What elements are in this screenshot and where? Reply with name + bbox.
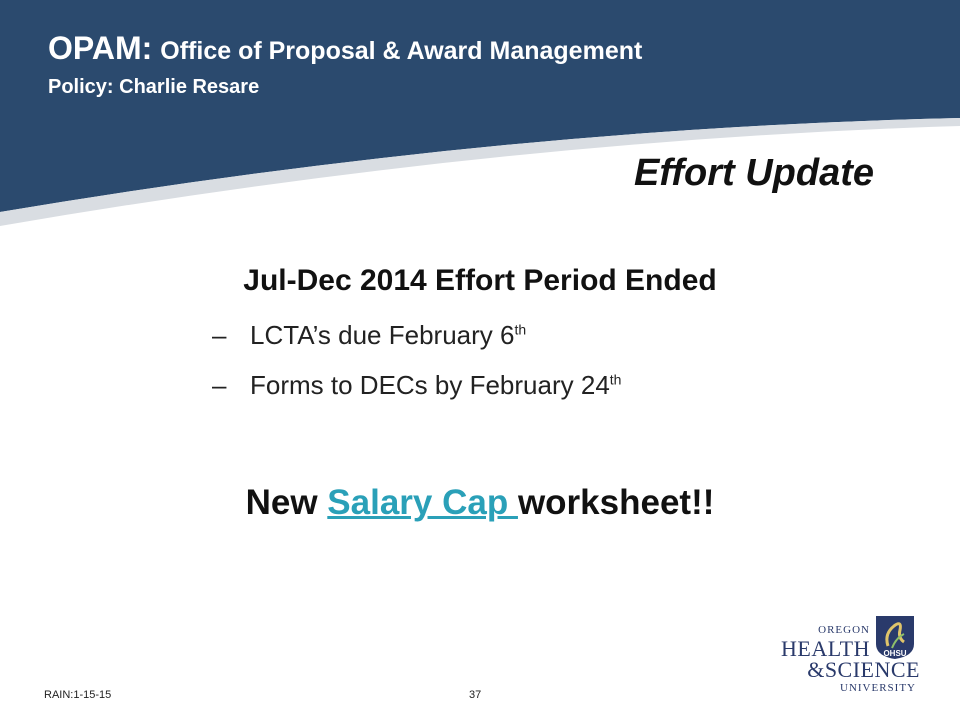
bullet-item xyxy=(212,370,621,401)
bullet-superscript: th xyxy=(609,371,622,388)
title-full-name: Office of Proposal & Award Management xyxy=(160,37,643,65)
section-heading: Effort Update xyxy=(634,152,874,194)
page-number: 37 xyxy=(469,689,482,701)
logo-line-university: UNIVERSITY xyxy=(840,682,916,694)
ohsu-emblem-icon xyxy=(874,614,916,660)
logo-line-health: HEALTH xyxy=(781,636,870,661)
logo-badge-text: OHSU xyxy=(883,649,907,658)
bullet-dash: – xyxy=(212,320,227,350)
announcement-prefix: New xyxy=(245,483,328,522)
bullet-text: Forms to DECs by February 24 xyxy=(250,370,610,400)
logo-line-oregon: OREGON xyxy=(818,624,870,636)
slide-title xyxy=(48,30,642,67)
announcement-suffix: worksheet!! xyxy=(517,483,715,522)
announcement xyxy=(0,483,960,523)
slide-subtitle: Policy: Charlie Resare xyxy=(48,76,260,98)
footer-label: RAIN:1-15-15 xyxy=(44,689,112,701)
bullet-text: LCTA’s due February 6 xyxy=(250,320,515,350)
title-acronym: OPAM: xyxy=(48,30,153,66)
bullet-dash: – xyxy=(212,370,227,400)
logo-line-science: &SCIENCE xyxy=(807,657,920,682)
bullet-item xyxy=(212,320,526,351)
main-point: Jul-Dec 2014 Effort Period Ended xyxy=(243,264,717,297)
ohsu-logo xyxy=(781,612,920,700)
bullet-superscript: th xyxy=(514,321,527,338)
salary-cap-link[interactable]: Salary Cap xyxy=(327,483,518,522)
